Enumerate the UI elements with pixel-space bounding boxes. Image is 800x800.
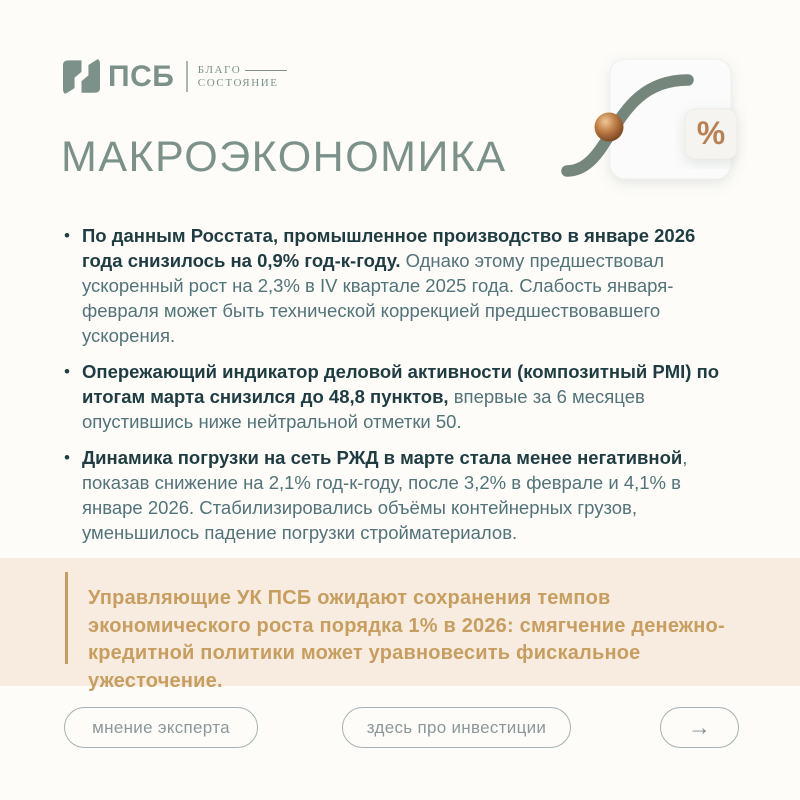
subtitle-dash <box>245 70 287 71</box>
brand-name: ПСБ <box>108 59 175 93</box>
callout-left-rule <box>65 572 68 664</box>
bullet-dot: • <box>64 226 70 245</box>
brand-subtitle-line1: БЛАГО <box>197 63 242 76</box>
bullet-list <box>64 223 732 556</box>
bullet-item-rzd-loading <box>64 445 732 545</box>
bullet-item-industrial-production <box>64 223 732 348</box>
logo-divider <box>186 61 188 92</box>
arrow-right-icon: → <box>687 714 712 740</box>
bullet-bold-text: Опережающий индикатор деловой активности (композитный PMI) по итогам марта снизился до 48,8 пунктов, <box>82 361 720 407</box>
brand-subtitle <box>198 64 287 90</box>
bullet-bold-text: По данным Росстата, промышленное производство в январе 2026 года снизилось на 0,9% год-к-году. <box>82 225 696 271</box>
expert-opinion-button[interactable]: мнение эксперта <box>64 707 258 748</box>
expert-callout-band <box>0 558 800 692</box>
percent-badge-icon <box>685 109 737 159</box>
bullet-regular-text: Однако этому предшествовал ускоренный рост на 2,3% в IV квартале 2025 года. Слабость января-февраля может быть технической коррекцией предшествовавшего ускорения. <box>82 250 674 346</box>
bullet-regular-text: впервые за 6 месяцев опустившись ниже нейтральной отметки 50. <box>82 386 645 432</box>
brand-subtitle-line2: СОСТОЯНИЕ <box>197 76 279 89</box>
bullet-bold-text: Динамика погрузки на сеть РЖД в марте стала менее негативной <box>82 447 683 468</box>
psb-logo-icon <box>63 58 100 95</box>
bullet-regular-text: , показав снижение на 2,1% год-к-году, после 3,2% в феврале и 4,1% в январе 2026. Стабилизировались объёмы контейнерных грузов, уменьшилось падение погрузки стройматериалов. <box>82 447 688 543</box>
hero-graphic <box>548 40 792 210</box>
bullet-dot: • <box>64 448 70 467</box>
bullet-item-pmi <box>64 359 732 434</box>
investments-link-button[interactable]: здесь про инвестиции <box>342 707 571 748</box>
callout-text: Управляющие УК ПСБ ожидают сохранения темпов экономического роста порядка 1% в 2026: смягчение денежно-кредитной политики может уравновесить фискальное ужесточение. <box>88 587 725 692</box>
bullet-dot: • <box>64 362 70 381</box>
page-title: МАКРОЭКОНОМИКА <box>61 133 507 181</box>
svg-text:%: % <box>696 115 726 151</box>
next-arrow-button[interactable] <box>660 707 739 748</box>
brand-logo <box>63 58 287 95</box>
